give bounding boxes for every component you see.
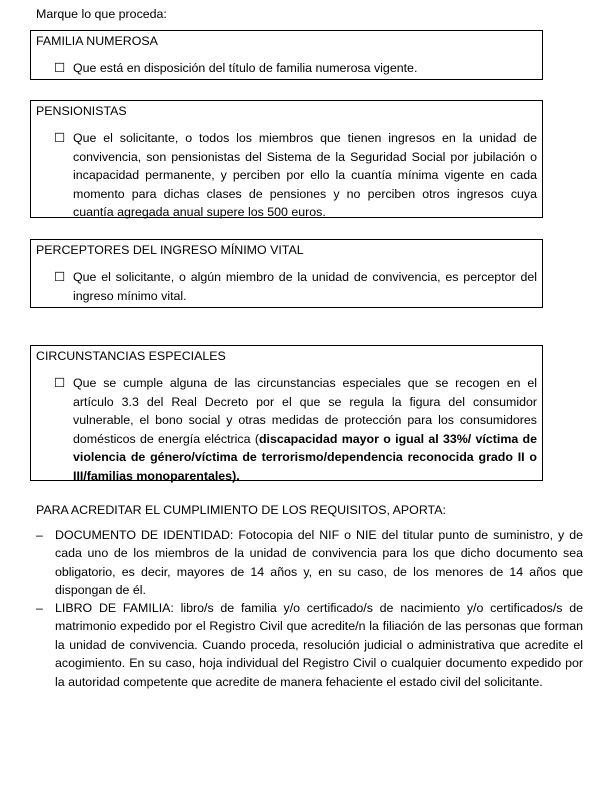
option-familia-numerosa[interactable]: [54, 59, 537, 78]
option-text: [73, 374, 537, 485]
section-circunstancias-especiales: [30, 345, 543, 481]
option-circunstancias-especiales[interactable]: [54, 374, 537, 485]
option-text: Que el solicitante, o algún miembro de la unidad de convivencia, es perceptor del ingreso mínimo vital.: [73, 270, 537, 303]
checkbox-icon[interactable]: ☐: [54, 376, 66, 390]
option-perceptores-imv[interactable]: [54, 268, 537, 305]
option-text-normal: Que se cumple alguna de las circunstancias especiales que se recogen en el artículo 3.3 del Real Decreto por el que se regula la figura del consumidor vulnerable, el bono social y otras medidas de protección para los consumidores domésticos de energía eléctrica (: [73, 376, 537, 446]
aporta-heading: PARA ACREDITAR EL CUMPLIMIENTO DE LOS REQUISITOS, APORTA:: [36, 503, 446, 517]
option-text-bold: discapacidad mayor o igual al 33%/ víctima de violencia de género/víctima de terrorismo/dependencia reconocida grado II o III/familias monoparentales).: [73, 431, 537, 483]
checkbox-icon[interactable]: ☐: [54, 61, 66, 75]
section-title: CIRCUNSTANCIAS ESPECIALES: [36, 349, 226, 363]
section-title: PENSIONISTAS: [36, 104, 127, 118]
checkbox-icon[interactable]: ☐: [54, 131, 66, 145]
option-pensionistas[interactable]: [54, 129, 537, 222]
section-familia-numerosa: [30, 30, 543, 80]
section-perceptores-imv: [30, 239, 543, 308]
list-item-text: LIBRO DE FAMILIA: libro/s de familia y/o certificado/s de nacimiento y/o certificados/s de matrimonio expedido por el Registro Civil que acredite/n la filiación de las personas que forman la unidad de convivencia. Cuando proceda, resolución judicial o administrativa que acredite el acogimiento. En su caso, hoja individual del Registro Civil o cualquier documento expedido por la autoridad competente que acredite de manera fehaciente el estado civil del solicitante.: [55, 601, 583, 689]
section-pensionistas: [30, 100, 543, 218]
section-title: PERCEPTORES DEL INGRESO MÍNIMO VITAL: [36, 243, 304, 257]
option-text: Que está en disposición del título de familia numerosa vigente.: [73, 61, 418, 75]
intro-instruction: Marque lo que proceda:: [36, 7, 167, 21]
dash-bullet: –: [36, 601, 43, 615]
section-title: FAMILIA NUMEROSA: [36, 34, 158, 48]
list-item-text: DOCUMENTO DE IDENTIDAD: Fotocopia del NIF o NIE del titular punto de suministro, y de cada uno de los miembros de la unidad de convivencia para los que dicho documento sea obligatorio, es decir, mayores de 14 años y, en su caso, de los menores de 14 años que dispongan de él.: [55, 528, 583, 598]
list-item-documento-identidad: [36, 526, 583, 600]
dash-bullet: –: [36, 528, 43, 542]
option-text: Que el solicitante, o todos los miembros que tienen ingresos en la unidad de convivencia, son pensionistas del Sistema de la Seguridad Social por jubilación o incapacidad permanente, y perciben por ello la cuantía mínima vigente en cada momento para dichas clases de pensiones y no perciben otros ingresos cuya cuantía agregada anual supere los 500 euros.: [73, 131, 537, 219]
list-item-libro-familia: [36, 599, 583, 691]
checkbox-icon[interactable]: ☐: [54, 270, 66, 284]
